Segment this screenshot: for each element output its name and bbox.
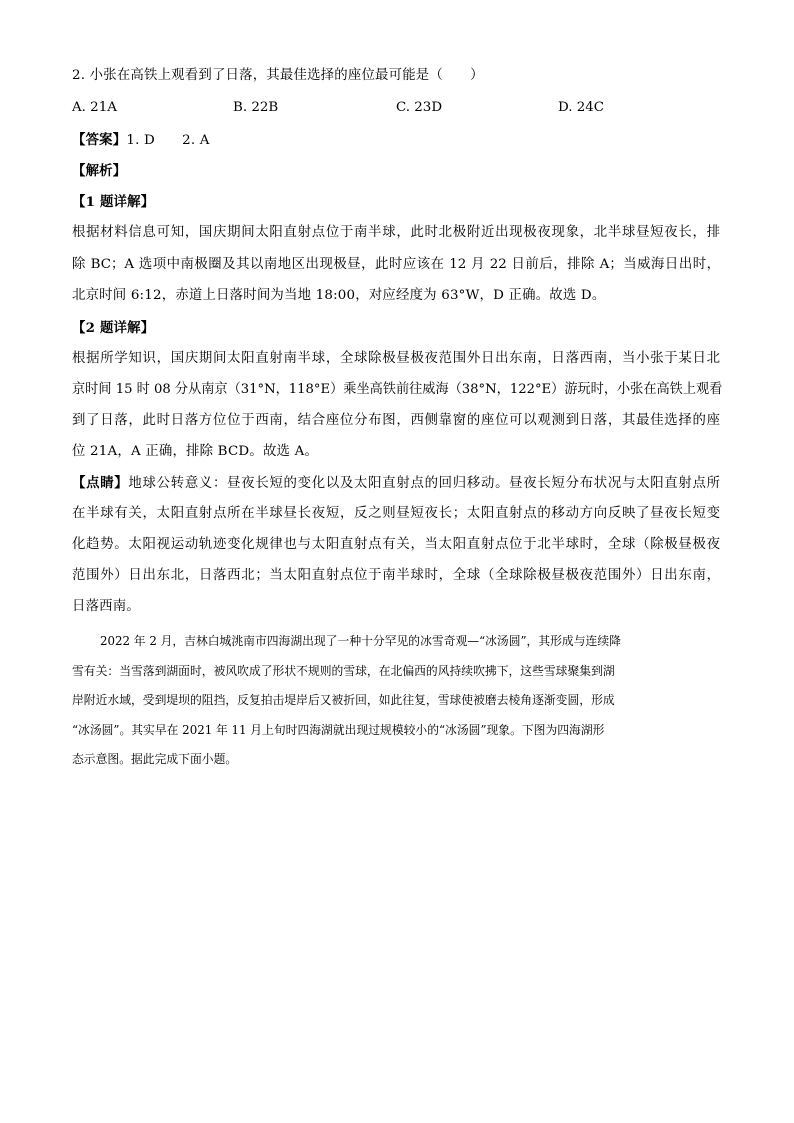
dianjing-line-3: 化趋势。太阳视运动轨迹变化规律也与太阳直射点有关，当太阳直射点位于北半球时，全球（除极昼极夜 xyxy=(72,537,720,552)
answer-text: 1. D 2. A xyxy=(126,133,210,148)
dianjing-label: 【点睛】 xyxy=(72,475,129,491)
q1-detail-line-2: 除 BC；A 选项中南极圈及其以南地区出现极昼，此时应该在 12 月 22 日前后，排除 A；当威海日出时， xyxy=(72,257,720,272)
q2-detail-line-2: 京时间 15 时 08 分从南京（31°N，118°E）乘坐高铁前往威海（38°N，122°E）游玩时，小张在高铁上观看 xyxy=(72,382,723,397)
q1-detail-heading: 【1 题详解】 xyxy=(72,194,155,210)
analysis-label: 【解析】 xyxy=(72,163,127,179)
choice-a: A. 21A xyxy=(72,100,117,115)
material-line-5: 态示意图。据此完成下面小题。 xyxy=(72,752,238,766)
dianjing-line-1 xyxy=(72,473,720,494)
q1-detail-line-1: 根据材料信息可知，国庆期间太阳直射点位于南半球，此时北极附近出现极夜现象，北半球昼短夜长，排 xyxy=(72,225,720,240)
choice-d: D. 24C xyxy=(558,100,605,115)
q2-detail-heading: 【2 题详解】 xyxy=(72,320,155,336)
dianjing-line-5: 日落西南。 xyxy=(72,599,140,614)
q1-detail-line-3: 北京时间 6:12，赤道上日落时间为当地 18:00，对应经度为 63°W，D 正确。故选 D。 xyxy=(72,288,606,303)
material-line-2: 雪有关：当雪落到湖面时，被风吹成了形状不规则的雪球，在北偏西的风持续吹拂下，这些雪球聚集到湖 xyxy=(72,664,615,678)
answer-line xyxy=(72,130,210,151)
dianjing-line-2: 在半球有关，太阳直射点所在半球昼长夜短，反之则昼短夜长；太阳直射点的移动方向反映了昼夜长短变 xyxy=(72,506,720,521)
q2-detail-line-4: 位 21A，A 正确，排除 BCD。故选 A。 xyxy=(72,444,319,459)
q2-detail-line-1: 根据所学知识，国庆期间太阳直射南半球，全球除极昼极夜范围外日出东南，日落西南，当小张于某日北 xyxy=(72,351,720,366)
choice-b: B. 22B xyxy=(233,100,279,115)
material-line-3: 岸附近水域，受到堤坝的阻挡，反复拍击堤岸后又被折回，如此往复，雪球使被磨去棱角逐渐变圆，形成 xyxy=(72,693,615,707)
q2-detail-line-3: 到了日落，此时日落方位位于西南，结合座位分布图，西侧靠窗的座位可以观测到日落，其最佳选择的座 xyxy=(72,413,720,428)
question-2-stem: 2. 小张在高铁上观看到了日落，其最佳选择的座位最可能是（ ） xyxy=(72,68,484,83)
answer-label: 【答案】 xyxy=(72,132,127,148)
dianjing-line-4: 范围外）日出东北，日落西北；当太阳直射点位于南半球时，全球（全球除极昼极夜范围外）日出东南， xyxy=(72,568,720,583)
material-line-4: “冰汤圆”。其实早在 2021 年 11 月上旬时四海湖就出现过规模较小的“冰汤圆”现象。下图为四海湖形 xyxy=(72,723,605,737)
material-line-1: 2022 年 2 月，吉林白城洮南市四海湖出现了一种十分罕见的冰雪奇观—“冰汤圆”，其形成与连续降 xyxy=(100,634,621,648)
choice-c: C. 23D xyxy=(396,100,443,115)
dianjing-first-line: 地球公转意义：昼夜长短的变化以及太阳直射点的回归移动。昼夜长短分布状况与太阳直射点所 xyxy=(128,476,721,491)
